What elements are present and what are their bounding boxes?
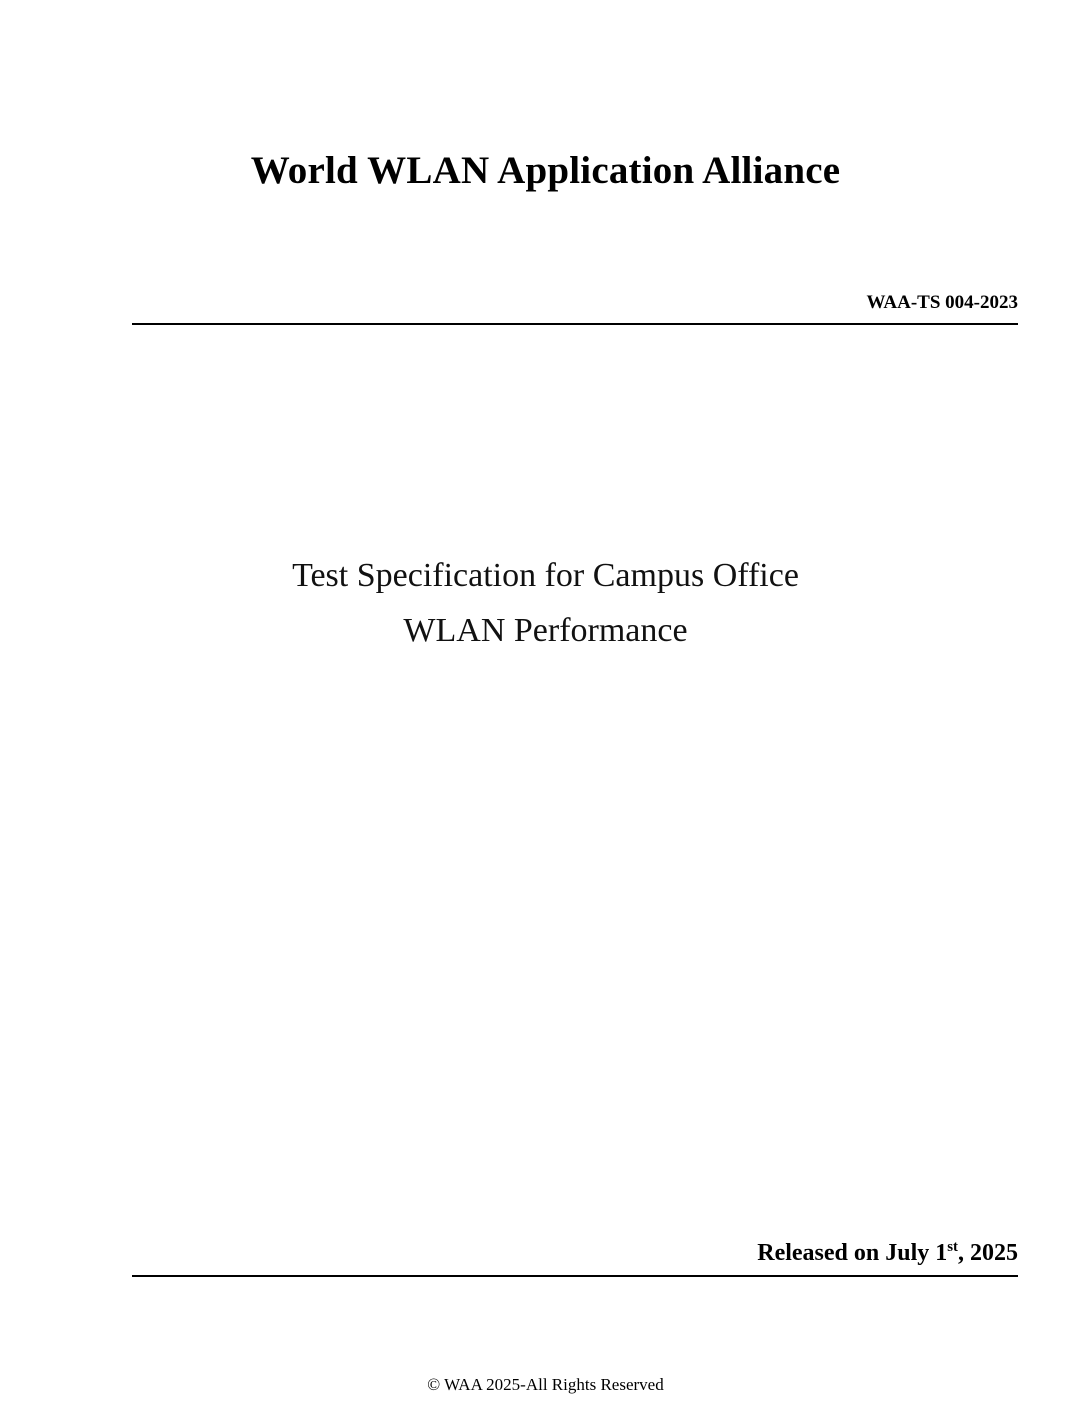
- release-date-suffix: , 2025: [958, 1240, 1018, 1266]
- page-title: [0, 548, 1091, 658]
- header-divider: [132, 323, 1018, 325]
- document-number-block: [132, 292, 1018, 325]
- copyright-notice: © WAA 2025-All Rights Reserved: [427, 1375, 664, 1394]
- page-title-line-1: Test Specification for Campus Office: [292, 557, 799, 594]
- release-date-ordinal-suffix: st: [947, 1239, 958, 1255]
- release-date: [132, 1240, 1018, 1275]
- release-date-prefix: Released on July: [757, 1240, 936, 1266]
- release-date-block: [132, 1240, 1018, 1277]
- organization-title: World WLAN Application Alliance: [250, 149, 841, 192]
- page-title-line-2: WLAN Performance: [403, 612, 688, 650]
- footer-divider: [132, 1275, 1018, 1277]
- release-date-day: 1: [935, 1240, 948, 1266]
- document-number: WAA-TS 004-2023: [866, 292, 1018, 313]
